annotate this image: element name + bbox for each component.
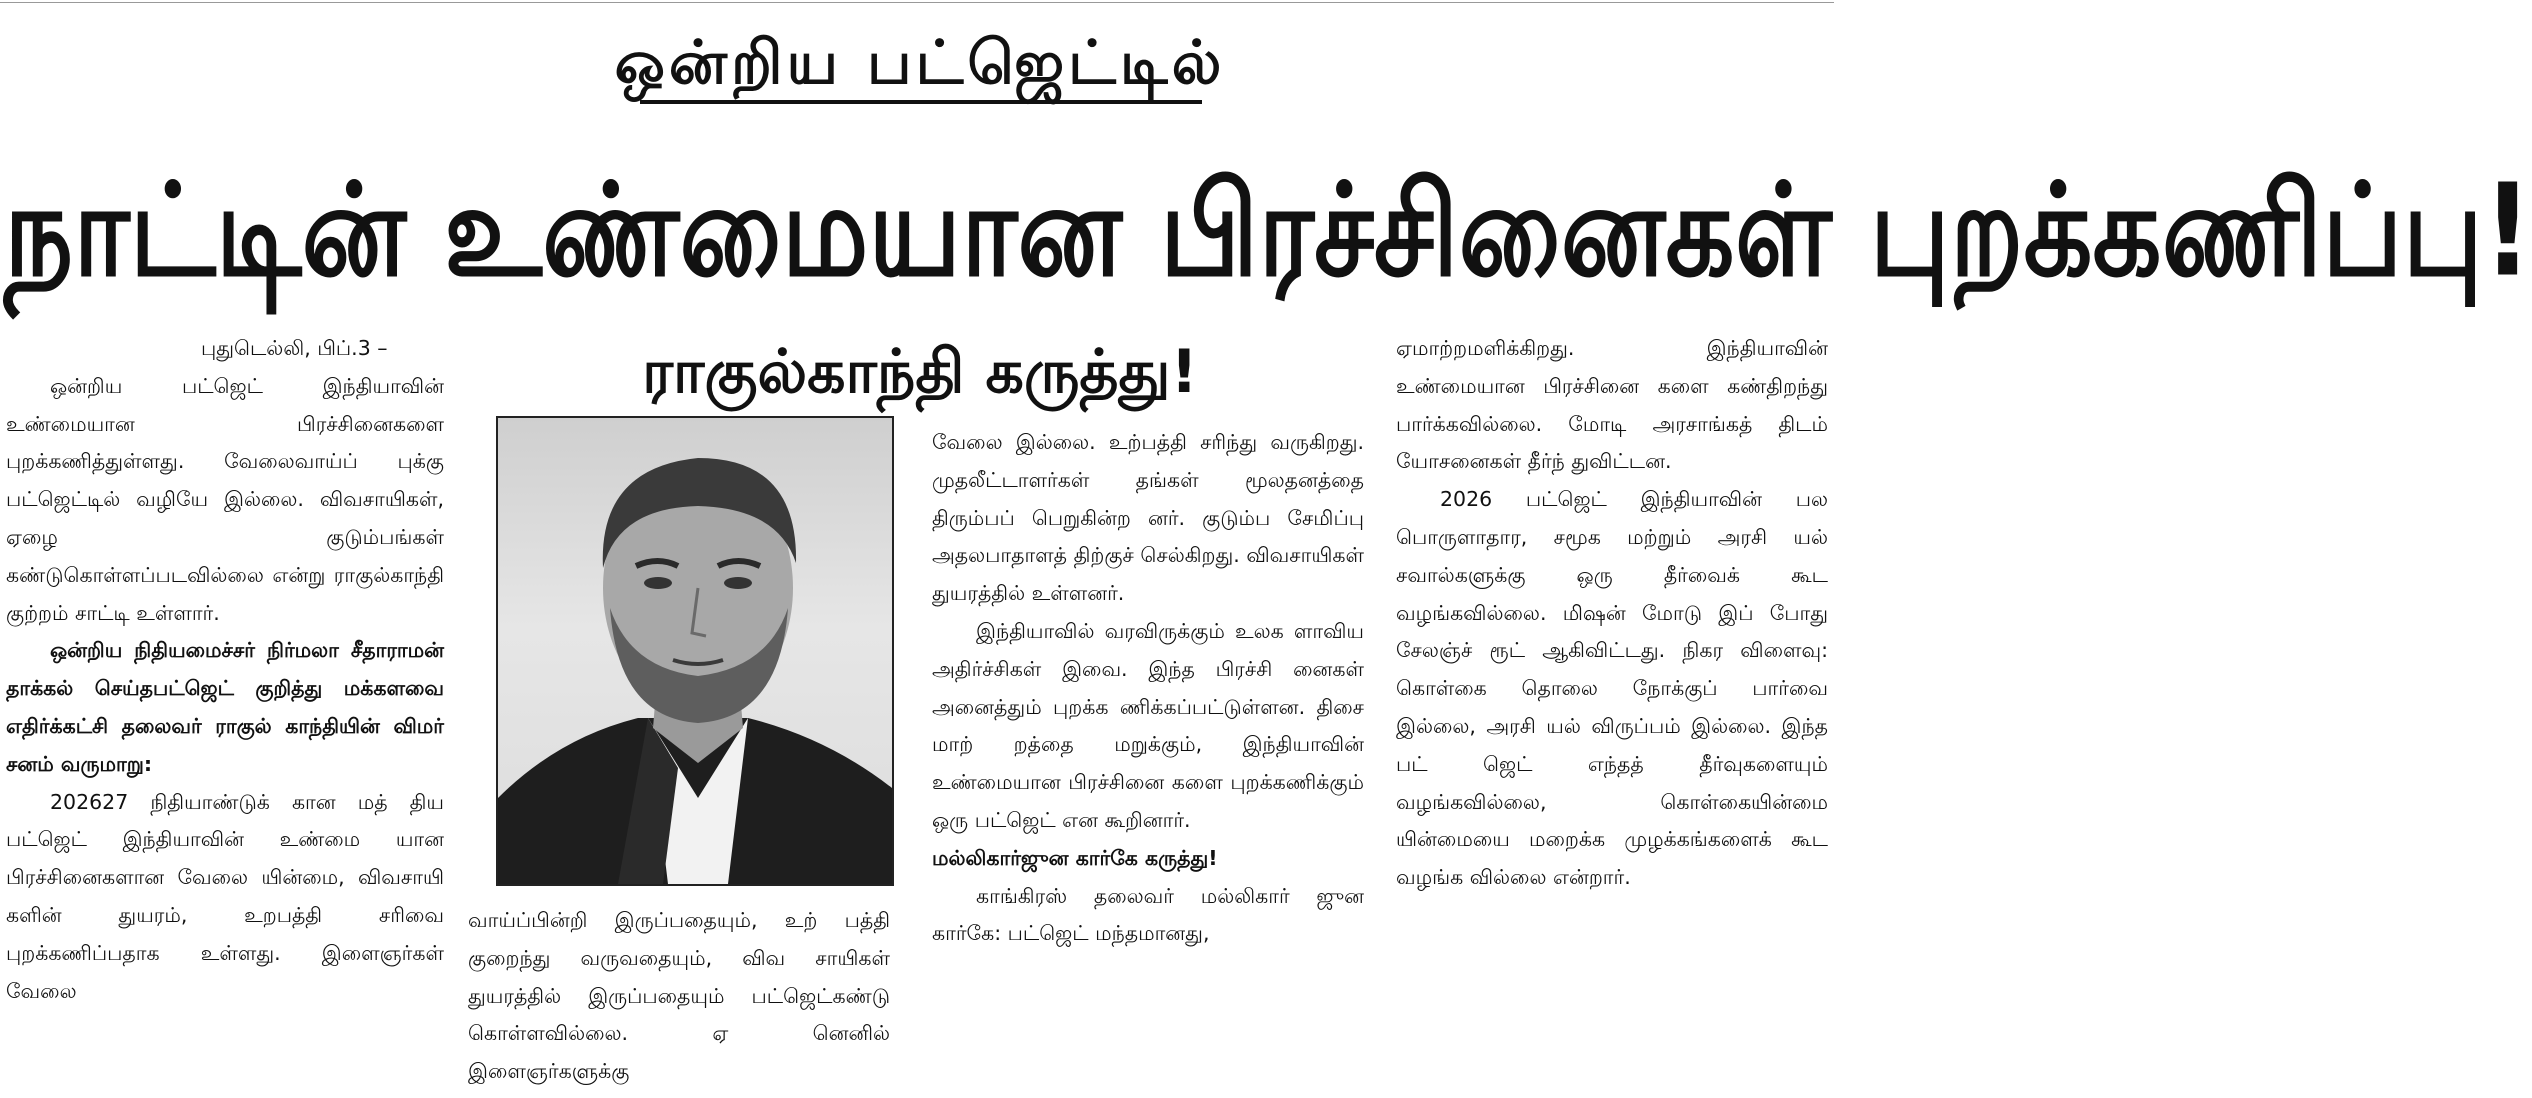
article-column-3 [932,424,1364,953]
kicker-underline [640,100,1202,104]
paragraph: 2026 பட்ஜெட் இந்தியாவின் பல பொருளாதார, சமூக மற்றும் அரசி யல் சவால்களுக்கு ஒரு தீர்வைக் கூட வழங்கவில்லை. மிஷன் மோடு இப் போது சேலஞ்ச் ரூட் ஆகிவிட்டது. நிகர விளைவு: கொள்கை தொலை நோக்குப் பார்வை இல்லை, அரசி யல் விருப்பம் இல்லை. இந்த பட் ஜெட் எந்தத் தீர்வுகளையும் வழங்கவில்லை, கொள்கையின்மை யின்மையை மறைக்க முழக்கங்களைக் கூட வழங்க வில்லை என்றார். [1396,487,1828,890]
paragraph: வேலை இல்லை. உற்பத்தி சரிந்து வருகிறது. முதலீட்டாளர்கள் தங்கள் மூலதனத்தை திரும்பப் பெறுகின்ற னர். குடும்ப சேமிப்பு அதலபாதாளத் திற்குச் செல்கிறது. விவசாயிகள் துயரத்தில் உள்ளனர். [932,430,1364,606]
paragraph: ஏமாற்றமளிக்கிறது. இந்தியாவின் உண்மையான பிரச்சினை களை கண்திறந்து பார்க்கவில்லை. மோடி அரசாங்கத் திடம் யோசனைகள் தீர்ந் துவிட்டன. [1396,336,1828,474]
article-column-2 [468,902,890,1091]
article-column-1 [6,330,444,1010]
paragraph: ஒன்றிய பட்ஜெட் இந்தியாவின் உண்மையான பிரச்சினைகளை புறக்கணித்துள்ளது. வேலைவாய்ப் புக்கு பட்ஜெட்டில் வழியே இல்லை. விவசாயிகள், ஏழை குடும்பங்கள் கண்டுகொள்ளப்படவில்லை என்று ராகுல்காந்தி குற்றம் சாட்டி உள்ளார். [6,373,444,625]
section-subheading: மல்லிகார்ஜுன கார்கே கருத்து! [932,845,1218,870]
dateline: புதுடெல்லி, பிப்.3 – [201,336,388,360]
portrait-photo [496,416,894,886]
paragraph: இந்தியாவில் வரவிருக்கும் உலக ளாவிய அதிர்ச்சிகள் இவை. இந்த பிரச்சி னைகள் அனைத்தும் புறக்க ணிக்கப்பட்டுள்ளன. திசை மாற் றத்தை மறுக்கும், இந்தியாவின் உண்மையான பிரச்சினை களை புறக்கணிக்கும் ஒரு பட்ஜெட் என கூறினார். [932,618,1364,832]
paragraph: காங்கிரஸ் தலைவர் மல்லிகார் ஜுன கார்கே: பட்ஜெட் மந்தமானது, [932,883,1364,946]
paragraph: வாய்ப்பின்றி இருப்பதையும், உற் பத்தி குறைந்து வருவதையும், விவ சாயிகள் துயரத்தில் இருப்பதையும் பட்ஜெட்கண்டு கொள்ளவில்லை. ஏ னெனில் இளைஞர்களுக்கு [468,908,890,1084]
portrait-photo-icon [498,418,892,884]
top-rule [0,2,1834,3]
kicker-heading: ஒன்றிய பட்ஜெட்டில் [614,28,1226,98]
article-column-4 [1396,330,1828,897]
paragraph: 202627 நிதியாண்டுக் கான மத் திய பட்ஜெட் இந்தியாவின் உண்மை யான பிரச்சினைகளான வேலை யின்மை, விவசாயி களின் துயரம், உறபத்தி சரிவை புறக்கணிப்பதாக உள்ளது. இளைஞர்கள் வேலை [6,789,444,1003]
lead-paragraph: ஒன்றிய நிதியமைச்சர் நிர்மலா சீதாராமன் தாக்கல் செய்தபட்ஜெட் குறித்து மக்களவை எதிர்க்கட்சி தலைவர் ராகுல் காந்தியின் விமர் சனம் வருமாறு: [6,638,444,776]
headline: நாட்டின் உண்மையான பிரச்சினைகள் புறக்கணிப்பு! [4,157,2532,306]
subheadline: ராகுல்காந்தி கருத்து! [642,337,1198,407]
